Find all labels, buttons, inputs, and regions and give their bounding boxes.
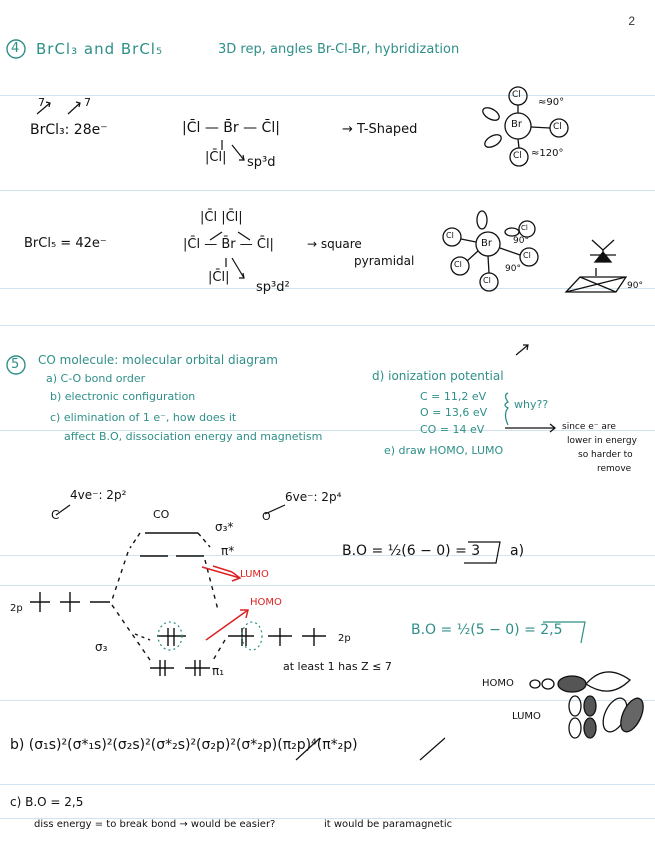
page-number: 2 — [628, 14, 635, 28]
diagram-note: at least 1 has Z ≤ 7 — [283, 660, 392, 673]
ionization-co: CO = 14 eV — [420, 423, 485, 436]
brcl5-angle: 90° — [505, 264, 521, 274]
bond-order-ion: B.O = ½(5 − 0) = 2,5 — [411, 622, 563, 638]
ionization-arrow — [516, 345, 528, 355]
ionization-note: lower in energy — [567, 436, 637, 446]
why-note: why?? — [514, 398, 549, 411]
brcl3-lewis-bottom: |C̄l| — [205, 150, 227, 165]
brcl5-center-atom: Br — [481, 238, 492, 249]
brcl3-center-atom: Br — [511, 119, 522, 130]
carbon-config: 4ve⁻: 2p² — [70, 488, 127, 502]
brcl3-hybridization: sp³d — [247, 155, 276, 170]
brcl5-lewis-mid: |C̄l — B̄r — C̄l| — [183, 237, 274, 252]
sigma-star-label: σ₃* — [215, 520, 234, 534]
brcl3-atom: Cl — [512, 90, 521, 100]
ionization-c: C = 11,2 eV — [420, 390, 487, 403]
brcl5-atom: Cl — [523, 251, 531, 260]
question-4-subtitle: 3D rep, angles Br-Cl-Br, hybridization — [218, 42, 460, 57]
carbon-label: C — [51, 508, 60, 522]
bond-order-answer: c) B.O = 2,5 — [10, 795, 84, 809]
brcl5-lewis-top: |C̄l |C̄l| — [200, 210, 243, 225]
brcl5-shape: → square — [307, 237, 362, 251]
question-5-number: 5 — [11, 357, 20, 372]
dissociation-energy-note: diss energy = to break bond → would be easier? — [34, 819, 276, 830]
valence-mark: 7 — [38, 96, 45, 109]
homo-label: HOMO — [250, 597, 282, 608]
brcl5-atom: Cl — [446, 231, 454, 240]
electron-configuration: b) (σ₁s)²(σ*₁s)²(σ₂s)²(σ*₂s)²(σ₂p)²(σ*₂p)(π₂p)⁴(π*₂p) — [10, 737, 358, 753]
brcl3-lewis-top: |C̄l — B̄r — C̄l| — [182, 120, 280, 136]
right-2p-label: 2p — [338, 633, 351, 644]
brcl3-atom: Cl — [513, 151, 522, 161]
co-label: CO — [153, 508, 170, 521]
ionization-o: O = 13,6 eV — [420, 406, 488, 419]
magnetism-note: it would be paramagnetic — [324, 819, 453, 830]
ionization-note: remove — [597, 464, 632, 474]
pi-star-label: π* — [221, 544, 235, 558]
bond-order: B.O = ½(6 − 0) = 3 — [342, 543, 481, 559]
lumo-orbital-sketch — [569, 694, 648, 738]
question-5-title: CO molecule: molecular orbital diagram — [38, 353, 278, 367]
brace — [505, 393, 508, 425]
question-item: d) ionization potential — [372, 369, 504, 383]
brcl5-atom: Cl — [521, 224, 528, 232]
lumo-label: LUMO — [240, 569, 269, 580]
brcl5-atom: Cl — [454, 260, 462, 269]
pi1-label: π₁ — [212, 664, 225, 678]
lumo-orbital-label: LUMO — [512, 711, 541, 722]
homo-orbital-label: HOMO — [482, 678, 514, 689]
bond-order-tag: a) — [510, 543, 525, 559]
question-item: a) C-O bond order — [46, 372, 146, 385]
brcl3-shape: → T-Shaped — [342, 122, 418, 137]
brcl5-hybridization: sp³d² — [256, 280, 290, 295]
ionization-note: so harder to — [578, 450, 633, 460]
brcl3-atom: Cl — [553, 122, 562, 132]
brcl5-atom: Cl — [483, 276, 491, 285]
question-item: c) elimination of 1 e⁻, how does it — [50, 411, 237, 424]
question-item: b) electronic configuration — [50, 390, 196, 403]
question-item: e) draw HOMO, LUMO — [384, 444, 504, 457]
brcl3-angle: ≈120° — [531, 148, 564, 159]
homo-orbital-sketch — [530, 672, 630, 692]
oxygen-label: O — [262, 510, 271, 523]
brcl5-lewis-bottom: |C̄l| — [208, 270, 230, 285]
sigma3-label: σ₃ — [95, 640, 108, 654]
hybrid-arrow — [232, 145, 244, 160]
brcl5-angle: 90° — [513, 236, 529, 246]
oxygen-config: 6ve⁻: 2p⁴ — [285, 490, 342, 504]
geometry-sketch — [566, 240, 626, 292]
question-4-number: 4 — [11, 41, 20, 56]
ionization-note: since e⁻ are — [562, 422, 616, 432]
brcl3-angle: ≈90° — [538, 97, 565, 108]
pyramid-angle: 90° — [627, 281, 643, 291]
brcl5-electron-count: BrCl₅ = 42e⁻ — [24, 236, 107, 251]
brcl3-electron-count: BrCl₃: 28e⁻ — [30, 122, 108, 138]
brcl5-shape: pyramidal — [354, 254, 415, 268]
left-2p-label: 2p — [10, 603, 23, 614]
question-item: affect B.O, dissociation energy and magnetism — [64, 430, 323, 443]
question-4-title: BrCl₃ and BrCl₅ — [36, 40, 163, 58]
valence-mark: 7 — [84, 96, 91, 109]
